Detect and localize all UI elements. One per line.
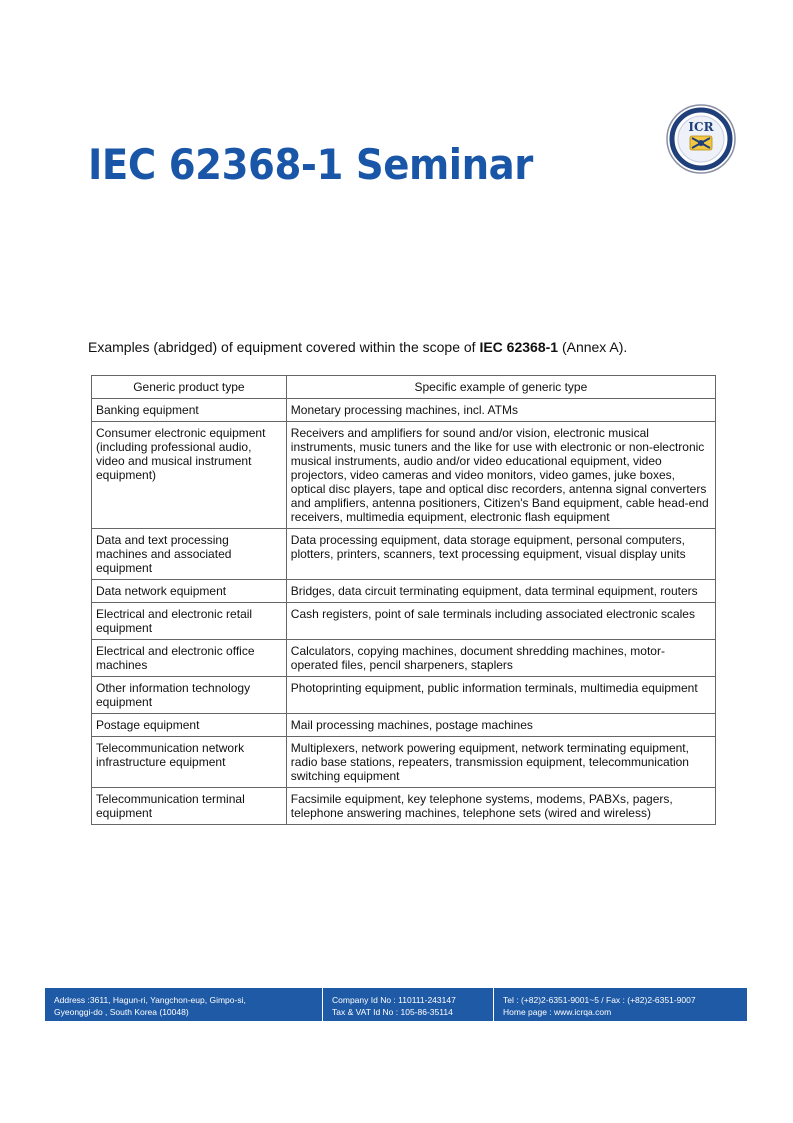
logo-text: ICR bbox=[688, 120, 714, 134]
equipment-table bbox=[91, 375, 716, 825]
icr-seal-icon bbox=[666, 104, 736, 174]
generic-type-cell: Banking equipment bbox=[92, 399, 287, 422]
specific-example-cell: Data processing equipment, data storage equipment, personal computers, plotters, printers, scanners, text processing equipment, visual display units bbox=[286, 529, 715, 580]
generic-type-cell: Electrical and electronic office machines bbox=[92, 640, 287, 677]
generic-type-cell: Electrical and electronic retail equipment bbox=[92, 603, 287, 640]
column-header-generic-type: Generic product type bbox=[92, 376, 287, 399]
address-line-2: Gyeonggi-do , South Korea (10048) bbox=[54, 1007, 189, 1017]
tax-id: Tax & VAT Id No : 105-86-35114 bbox=[332, 1007, 453, 1017]
footer-company-ids bbox=[322, 988, 493, 1021]
caption-standard: IEC 62368-1 bbox=[479, 339, 559, 355]
table-caption bbox=[88, 339, 627, 355]
specific-example-cell: Monetary processing machines, incl. ATMs bbox=[286, 399, 715, 422]
generic-type-cell: Other information technology equipment bbox=[92, 677, 287, 714]
table-row bbox=[92, 580, 716, 603]
table-row bbox=[92, 529, 716, 580]
address-line-1: Address :3611, Hagun-ri, Yangchon-eup, Gimpo-si, bbox=[54, 995, 246, 1005]
generic-type-cell: Data network equipment bbox=[92, 580, 287, 603]
footer-bar bbox=[45, 988, 747, 1021]
table-row bbox=[92, 399, 716, 422]
caption-tail: (Annex A). bbox=[558, 339, 628, 355]
table-row bbox=[92, 422, 716, 529]
specific-example-cell: Multiplexers, network powering equipment, network terminating equipment, radio base stations, repeaters, transmission equipment, telecommunication switching equipment bbox=[286, 737, 715, 788]
specific-example-cell: Cash registers, point of sale terminals including associated electronic scales bbox=[286, 603, 715, 640]
table-row bbox=[92, 788, 716, 825]
specific-example-cell: Calculators, copying machines, document shredding machines, motor-operated files, pencil sharpeners, staplers bbox=[286, 640, 715, 677]
table-row bbox=[92, 737, 716, 788]
specific-example-cell: Mail processing machines, postage machines bbox=[286, 714, 715, 737]
table-row bbox=[92, 677, 716, 714]
table-row bbox=[92, 640, 716, 677]
table-row bbox=[92, 714, 716, 737]
company-id: Company Id No : 110111-243147 bbox=[332, 995, 456, 1005]
specific-example-cell: Bridges, data circuit terminating equipment, data terminal equipment, routers bbox=[286, 580, 715, 603]
caption-lead: Examples (abridged) of equipment covered within the scope of bbox=[88, 339, 480, 355]
table-row bbox=[92, 603, 716, 640]
specific-example-cell: Receivers and amplifiers for sound and/or vision, electronic musical instruments, music tuners and the like for use with electronic or non-electronic musical instruments, audio and/or video educational equipment, video projectors, video cameras and video monitors, video games, juke boxes, optical disc players, tape and optical disc recorders, antenna signal converters and amplifiers, antenna positioners, Citizen's Band equipment, cable head-end receivers, multimedia equipment, electronic flash equipment bbox=[286, 422, 715, 529]
table-header-row bbox=[92, 376, 716, 399]
footer-address bbox=[45, 988, 322, 1021]
page-title: IEC 62368-1 Seminar bbox=[88, 140, 533, 189]
generic-type-cell: Data and text processing machines and associated equipment bbox=[92, 529, 287, 580]
footer-contact bbox=[493, 988, 747, 1021]
specific-example-cell: Photoprinting equipment, public information terminals, multimedia equipment bbox=[286, 677, 715, 714]
homepage-link[interactable]: Home page : www.icrqa.com bbox=[503, 1007, 612, 1017]
generic-type-cell: Telecommunication terminal equipment bbox=[92, 788, 287, 825]
generic-type-cell: Telecommunication network infrastructure equipment bbox=[92, 737, 287, 788]
generic-type-cell: Postage equipment bbox=[92, 714, 287, 737]
column-header-specific-example: Specific example of generic type bbox=[286, 376, 715, 399]
tel-fax: Tel : (+82)2-6351-9001~5 / Fax : (+82)2-6351-9007 bbox=[503, 995, 696, 1005]
generic-type-cell: Consumer electronic equipment (including professional audio, video and musical instrument equipment) bbox=[92, 422, 287, 529]
specific-example-cell: Facsimile equipment, key telephone systems, modems, PABXs, pagers, telephone answering machines, telephone sets (wired and wireless) bbox=[286, 788, 715, 825]
